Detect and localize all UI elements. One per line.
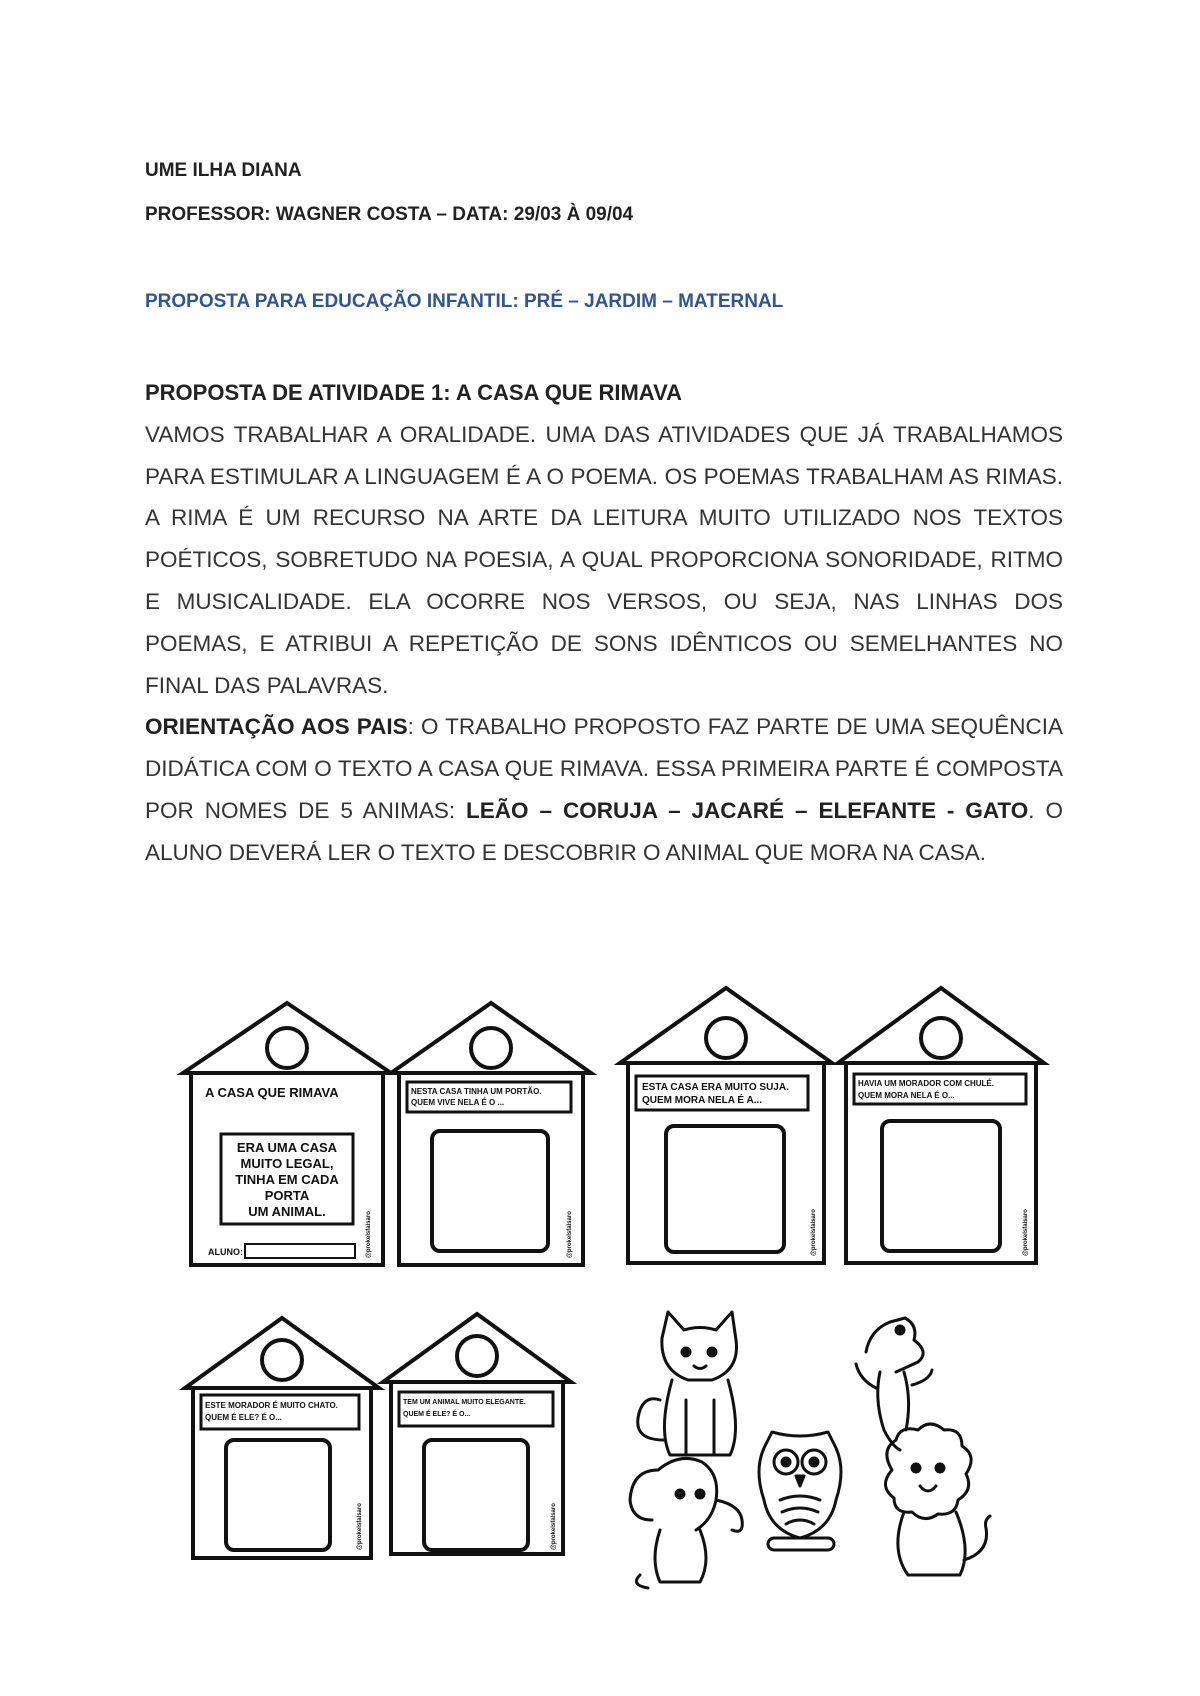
aluno-label: ALUNO: <box>208 1247 243 1257</box>
house-cover <box>183 1003 391 1265</box>
house5-line2: QUEM É ELE? É O... <box>205 1413 282 1422</box>
house3-line2: QUEM MORA NELA É A... <box>642 1095 762 1106</box>
house-elegante <box>383 1314 571 1554</box>
cover-poem-4: PORTA <box>264 1188 310 1203</box>
orientation-text-2: . O ALUNO DEVERÁ LER O TEXTO E DESCOBRIR O ANIMAL QUE MORA NA CASA. <box>145 797 1063 865</box>
alligator-icon <box>856 1318 932 1450</box>
cover-title: A CASA QUE RIMAVA <box>205 1085 339 1100</box>
owl-icon <box>759 1432 841 1550</box>
house6-line1: TEM UM ANIMAL MUITO ELEGANTE. <box>403 1399 526 1406</box>
orientation-label: ORIENTAÇÃO AOS PAIS <box>145 714 408 740</box>
credit-5: @prokelsfalsaro <box>357 1503 363 1550</box>
house4-line1: HAVIA UM MORADOR COM CHULÉ. <box>858 1079 994 1088</box>
cat-icon <box>638 1312 737 1455</box>
cover-poem-2: MUITO LEGAL, <box>240 1156 334 1171</box>
cover-poem-5: UM ANIMAL. <box>248 1204 326 1219</box>
house3-line1: ESTA CASA ERA MUITO SUJA. <box>642 1082 789 1093</box>
school-name: UME ILHA DIANA <box>145 160 302 181</box>
house2-line1: NESTA CASA TINHA UM PORTÃO. <box>411 1087 542 1096</box>
credit-3: @prokelsfalsaro <box>811 1209 817 1256</box>
house2-line2: QUEM VIVE NELA É O ... <box>411 1098 505 1107</box>
teacher-date-line: PROFESSOR: WAGNER COSTA – DATA: 29/03 À 09/04 <box>145 204 634 225</box>
house-suja <box>620 988 832 1263</box>
credit-1: @prokelsfalsaro <box>366 1211 372 1258</box>
house6-line2: QUEM É ELE? É O... <box>403 1411 471 1418</box>
house-chato <box>185 1318 379 1558</box>
cover-poem-1: ERA UMA CASA <box>236 1140 338 1155</box>
house5-line1: ESTE MORADOR É MUITO CHATO. <box>205 1401 338 1410</box>
elephant-icon <box>630 1458 742 1588</box>
house-chule <box>838 988 1044 1263</box>
house4-line2: QUEM MORA NELA É O... <box>858 1091 955 1100</box>
activity-title: PROPOSTA DE ATIVIDADE 1: A CASA QUE RIMAVA <box>145 380 682 405</box>
cover-poem-3: TINHA EM CADA <box>235 1172 339 1187</box>
lion-icon <box>885 1424 990 1575</box>
credit-6: @prokelsfalsaro <box>551 1503 557 1550</box>
house-portao <box>391 1003 591 1265</box>
credit-2: @prokelsfalsaro <box>567 1211 573 1258</box>
credit-4: @prokelsfalsaro <box>1023 1209 1029 1256</box>
activity-paragraph: VAMOS TRABALHAR A ORALIDADE. UMA DAS ATIVIDADES QUE JÁ TRABALHAMOS PARA ESTIMULAR A LINGUAGEM É A O POEMA. OS POEMAS TRABALHAM AS RIMAS. A RIMA É UM RECURSO NA ARTE DA LEITURA MUITO UTILIZADO NOS TEXTOS POÉTICOS, SOBRETUDO NA POESIA, A QUAL PROPORCIONA SONORIDADE, RITMO E MUSICALIDADE. ELA OCORRE NOS VERSOS, OU SEJA, NAS LINHAS DOS POEMAS, E ATRIBUI A REPETIÇÃO DE SONS IDÊNTICOS OU SEMELHANTES NO FINAL DAS PALAVRAS. <box>145 421 1063 698</box>
orientation-text-1: : O TRABALHO PROPOSTO FAZ PARTE DE UMA SEQUÊNCIA DIDÁTICA COM O TEXTO A CASA QUE RIMAVA. ESSA PRIMEIRA PARTE É COMPOSTA POR NOMES DE 5 ANIMAS: <box>145 714 1063 823</box>
animals-list: LEÃO – CORUJA – JACARÉ – ELEFANTE - GATO <box>466 797 1029 823</box>
proposal-heading: PROPOSTA PARA EDUCAÇÃO INFANTIL: PRÉ – JARDIM – MATERNAL <box>145 291 784 312</box>
